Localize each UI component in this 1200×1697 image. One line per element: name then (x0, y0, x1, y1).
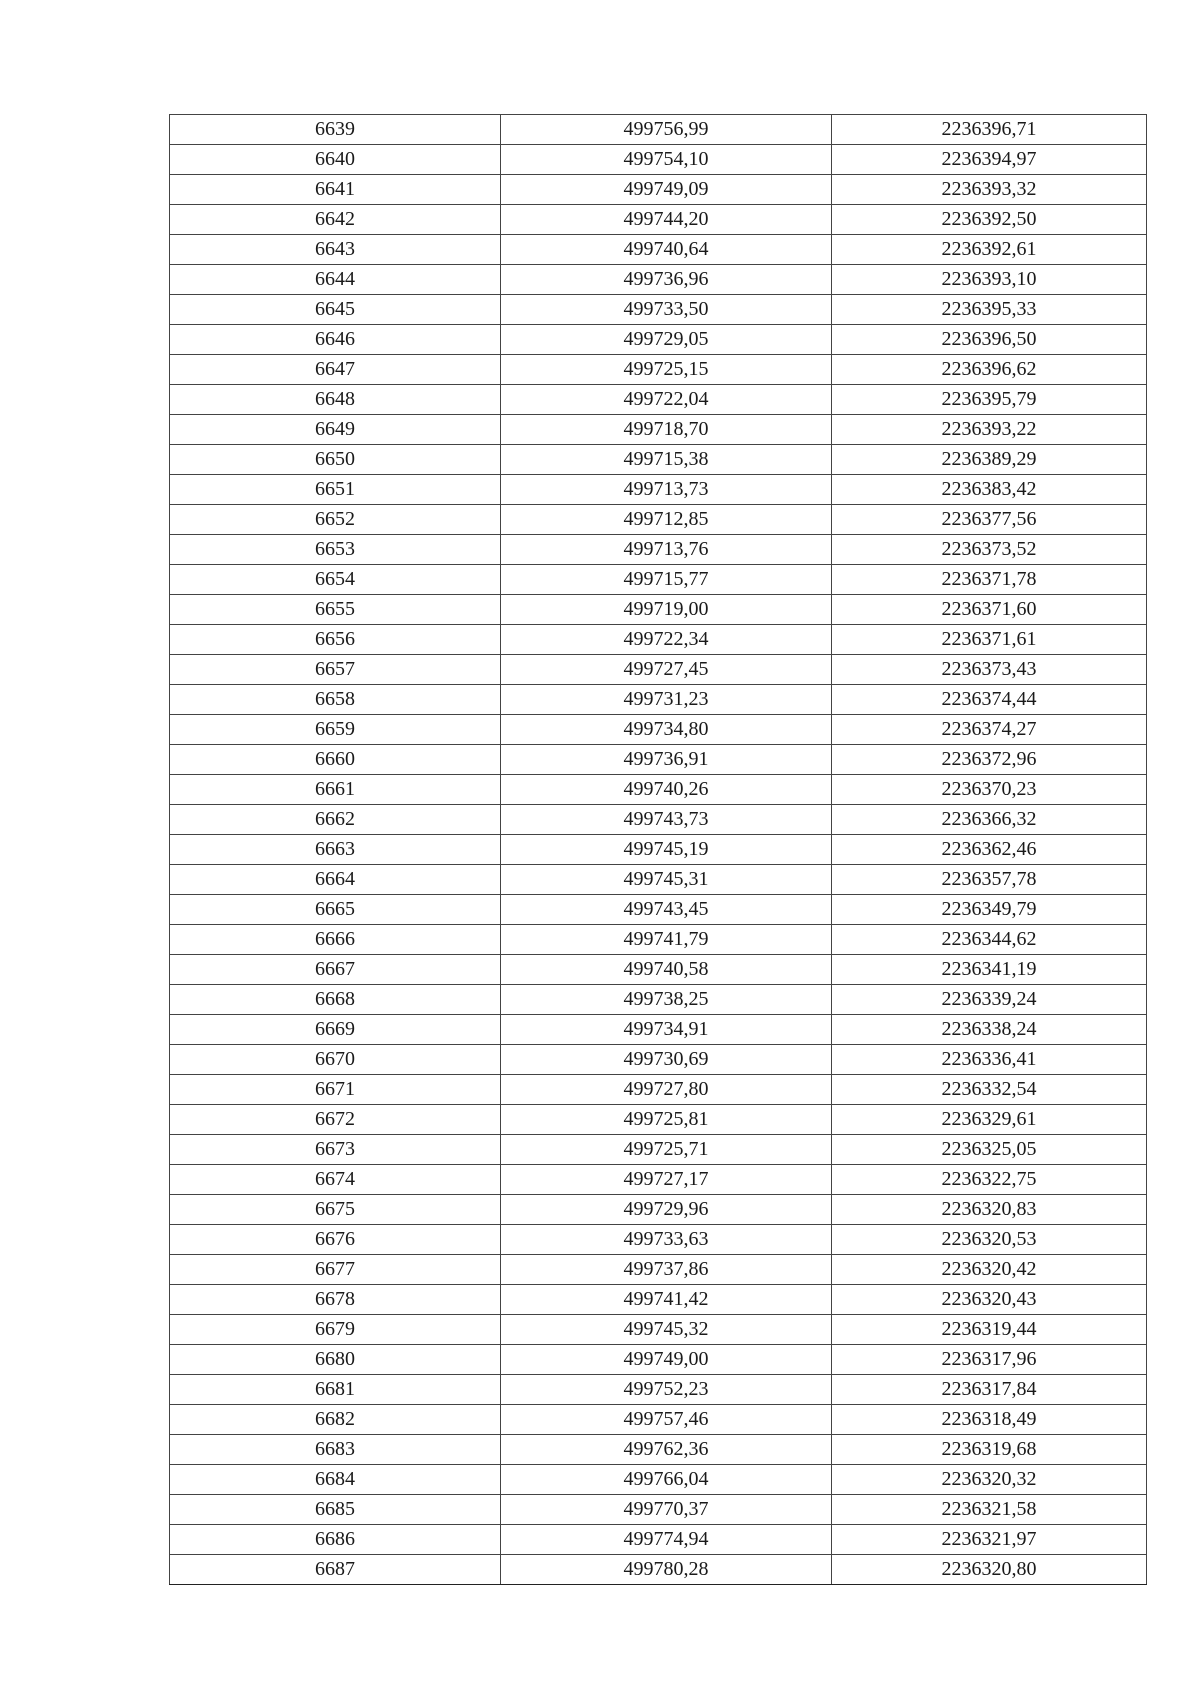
y-coordinate-cell: 2236344,62 (832, 925, 1147, 955)
point-number-cell: 6656 (170, 625, 501, 655)
point-number-cell: 6655 (170, 595, 501, 625)
table-row (170, 385, 1147, 415)
x-coordinate-cell: 499725,81 (501, 1105, 832, 1135)
table-row (170, 265, 1147, 295)
table-row (170, 865, 1147, 895)
y-coordinate-cell: 2236396,71 (832, 115, 1147, 145)
y-coordinate-cell: 2236371,78 (832, 565, 1147, 595)
x-coordinate-cell: 499713,76 (501, 535, 832, 565)
y-coordinate-cell: 2236362,46 (832, 835, 1147, 865)
y-coordinate-cell: 2236336,41 (832, 1045, 1147, 1075)
table-row (170, 505, 1147, 535)
x-coordinate-cell: 499729,96 (501, 1195, 832, 1225)
x-coordinate-cell: 499729,05 (501, 325, 832, 355)
table-row (170, 655, 1147, 685)
table-row (170, 325, 1147, 355)
table-row (170, 445, 1147, 475)
table-row (170, 1225, 1147, 1255)
table-row (170, 1495, 1147, 1525)
y-coordinate-cell: 2236321,97 (832, 1525, 1147, 1555)
table-row (170, 1135, 1147, 1165)
y-coordinate-cell: 2236371,60 (832, 595, 1147, 625)
table-row (170, 1375, 1147, 1405)
coordinates-table-body (170, 115, 1147, 1585)
point-number-cell: 6672 (170, 1105, 501, 1135)
x-coordinate-cell: 499725,15 (501, 355, 832, 385)
x-coordinate-cell: 499733,50 (501, 295, 832, 325)
point-number-cell: 6650 (170, 445, 501, 475)
table-row (170, 745, 1147, 775)
x-coordinate-cell: 499756,99 (501, 115, 832, 145)
table-row (170, 175, 1147, 205)
point-number-cell: 6671 (170, 1075, 501, 1105)
point-number-cell: 6686 (170, 1525, 501, 1555)
x-coordinate-cell: 499740,26 (501, 775, 832, 805)
x-coordinate-cell: 499718,70 (501, 415, 832, 445)
table-row (170, 235, 1147, 265)
x-coordinate-cell: 499770,37 (501, 1495, 832, 1525)
y-coordinate-cell: 2236317,84 (832, 1375, 1147, 1405)
y-coordinate-cell: 2236320,42 (832, 1255, 1147, 1285)
x-coordinate-cell: 499727,45 (501, 655, 832, 685)
y-coordinate-cell: 2236395,79 (832, 385, 1147, 415)
y-coordinate-cell: 2236341,19 (832, 955, 1147, 985)
point-number-cell: 6654 (170, 565, 501, 595)
point-number-cell: 6677 (170, 1255, 501, 1285)
y-coordinate-cell: 2236321,58 (832, 1495, 1147, 1525)
point-number-cell: 6662 (170, 805, 501, 835)
point-number-cell: 6678 (170, 1285, 501, 1315)
y-coordinate-cell: 2236373,52 (832, 535, 1147, 565)
y-coordinate-cell: 2236320,83 (832, 1195, 1147, 1225)
table-row (170, 1045, 1147, 1075)
point-number-cell: 6685 (170, 1495, 501, 1525)
table-row (170, 805, 1147, 835)
table-row (170, 1345, 1147, 1375)
table-row (170, 565, 1147, 595)
point-number-cell: 6665 (170, 895, 501, 925)
y-coordinate-cell: 2236396,50 (832, 325, 1147, 355)
x-coordinate-cell: 499749,00 (501, 1345, 832, 1375)
y-coordinate-cell: 2236393,32 (832, 175, 1147, 205)
table-row (170, 775, 1147, 805)
x-coordinate-cell: 499762,36 (501, 1435, 832, 1465)
y-coordinate-cell: 2236393,10 (832, 265, 1147, 295)
x-coordinate-cell: 499727,17 (501, 1165, 832, 1195)
table-row (170, 625, 1147, 655)
y-coordinate-cell: 2236318,49 (832, 1405, 1147, 1435)
table-row (170, 715, 1147, 745)
point-number-cell: 6663 (170, 835, 501, 865)
table-row (170, 475, 1147, 505)
x-coordinate-cell: 499713,73 (501, 475, 832, 505)
y-coordinate-cell: 2236319,68 (832, 1435, 1147, 1465)
x-coordinate-cell: 499722,34 (501, 625, 832, 655)
x-coordinate-cell: 499766,04 (501, 1465, 832, 1495)
x-coordinate-cell: 499733,63 (501, 1225, 832, 1255)
x-coordinate-cell: 499752,23 (501, 1375, 832, 1405)
point-number-cell: 6648 (170, 385, 501, 415)
x-coordinate-cell: 499740,58 (501, 955, 832, 985)
y-coordinate-cell: 2236373,43 (832, 655, 1147, 685)
point-number-cell: 6657 (170, 655, 501, 685)
point-number-cell: 6673 (170, 1135, 501, 1165)
point-number-cell: 6658 (170, 685, 501, 715)
y-coordinate-cell: 2236377,56 (832, 505, 1147, 535)
table-row (170, 1525, 1147, 1555)
y-coordinate-cell: 2236392,50 (832, 205, 1147, 235)
y-coordinate-cell: 2236374,44 (832, 685, 1147, 715)
point-number-cell: 6664 (170, 865, 501, 895)
point-number-cell: 6679 (170, 1315, 501, 1345)
x-coordinate-cell: 499734,91 (501, 1015, 832, 1045)
y-coordinate-cell: 2236372,96 (832, 745, 1147, 775)
point-number-cell: 6644 (170, 265, 501, 295)
y-coordinate-cell: 2236325,05 (832, 1135, 1147, 1165)
y-coordinate-cell: 2236349,79 (832, 895, 1147, 925)
table-row (170, 1195, 1147, 1225)
table-row (170, 985, 1147, 1015)
x-coordinate-cell: 499715,77 (501, 565, 832, 595)
x-coordinate-cell: 499780,28 (501, 1555, 832, 1585)
coordinates-table (169, 114, 1147, 1585)
y-coordinate-cell: 2236383,42 (832, 475, 1147, 505)
x-coordinate-cell: 499749,09 (501, 175, 832, 205)
point-number-cell: 6649 (170, 415, 501, 445)
y-coordinate-cell: 2236317,96 (832, 1345, 1147, 1375)
point-number-cell: 6652 (170, 505, 501, 535)
y-coordinate-cell: 2236374,27 (832, 715, 1147, 745)
x-coordinate-cell: 499731,23 (501, 685, 832, 715)
point-number-cell: 6660 (170, 745, 501, 775)
point-number-cell: 6651 (170, 475, 501, 505)
table-row (170, 1405, 1147, 1435)
table-row (170, 895, 1147, 925)
point-number-cell: 6643 (170, 235, 501, 265)
x-coordinate-cell: 499754,10 (501, 145, 832, 175)
table-row (170, 115, 1147, 145)
table-row (170, 1435, 1147, 1465)
y-coordinate-cell: 2236392,61 (832, 235, 1147, 265)
x-coordinate-cell: 499744,20 (501, 205, 832, 235)
y-coordinate-cell: 2236320,32 (832, 1465, 1147, 1495)
table-row (170, 1465, 1147, 1495)
x-coordinate-cell: 499743,73 (501, 805, 832, 835)
point-number-cell: 6682 (170, 1405, 501, 1435)
y-coordinate-cell: 2236396,62 (832, 355, 1147, 385)
point-number-cell: 6653 (170, 535, 501, 565)
point-number-cell: 6674 (170, 1165, 501, 1195)
x-coordinate-cell: 499736,96 (501, 265, 832, 295)
point-number-cell: 6681 (170, 1375, 501, 1405)
x-coordinate-cell: 499741,79 (501, 925, 832, 955)
table-row (170, 1075, 1147, 1105)
point-number-cell: 6669 (170, 1015, 501, 1045)
x-coordinate-cell: 499745,31 (501, 865, 832, 895)
table-row (170, 955, 1147, 985)
y-coordinate-cell: 2236320,43 (832, 1285, 1147, 1315)
point-number-cell: 6676 (170, 1225, 501, 1255)
point-number-cell: 6659 (170, 715, 501, 745)
point-number-cell: 6641 (170, 175, 501, 205)
point-number-cell: 6684 (170, 1465, 501, 1495)
point-number-cell: 6675 (170, 1195, 501, 1225)
point-number-cell: 6666 (170, 925, 501, 955)
point-number-cell: 6687 (170, 1555, 501, 1585)
x-coordinate-cell: 499757,46 (501, 1405, 832, 1435)
y-coordinate-cell: 2236395,33 (832, 295, 1147, 325)
point-number-cell: 6647 (170, 355, 501, 385)
table-row (170, 355, 1147, 385)
table-row (170, 1285, 1147, 1315)
table-row (170, 145, 1147, 175)
x-coordinate-cell: 499722,04 (501, 385, 832, 415)
table-row (170, 415, 1147, 445)
y-coordinate-cell: 2236332,54 (832, 1075, 1147, 1105)
point-number-cell: 6667 (170, 955, 501, 985)
table-row (170, 1105, 1147, 1135)
point-number-cell: 6683 (170, 1435, 501, 1465)
y-coordinate-cell: 2236357,78 (832, 865, 1147, 895)
x-coordinate-cell: 499774,94 (501, 1525, 832, 1555)
x-coordinate-cell: 499743,45 (501, 895, 832, 925)
x-coordinate-cell: 499738,25 (501, 985, 832, 1015)
point-number-cell: 6670 (170, 1045, 501, 1075)
x-coordinate-cell: 499725,71 (501, 1135, 832, 1165)
table-row (170, 1255, 1147, 1285)
point-number-cell: 6645 (170, 295, 501, 325)
table-row (170, 685, 1147, 715)
x-coordinate-cell: 499737,86 (501, 1255, 832, 1285)
x-coordinate-cell: 499719,00 (501, 595, 832, 625)
x-coordinate-cell: 499715,38 (501, 445, 832, 475)
y-coordinate-cell: 2236320,80 (832, 1555, 1147, 1585)
y-coordinate-cell: 2236322,75 (832, 1165, 1147, 1195)
x-coordinate-cell: 499734,80 (501, 715, 832, 745)
y-coordinate-cell: 2236320,53 (832, 1225, 1147, 1255)
x-coordinate-cell: 499740,64 (501, 235, 832, 265)
table-row (170, 925, 1147, 955)
y-coordinate-cell: 2236393,22 (832, 415, 1147, 445)
point-number-cell: 6680 (170, 1345, 501, 1375)
point-number-cell: 6640 (170, 145, 501, 175)
y-coordinate-cell: 2236319,44 (832, 1315, 1147, 1345)
y-coordinate-cell: 2236394,97 (832, 145, 1147, 175)
point-number-cell: 6639 (170, 115, 501, 145)
table-row (170, 1555, 1147, 1585)
table-row (170, 295, 1147, 325)
y-coordinate-cell: 2236338,24 (832, 1015, 1147, 1045)
point-number-cell: 6661 (170, 775, 501, 805)
x-coordinate-cell: 499745,32 (501, 1315, 832, 1345)
y-coordinate-cell: 2236366,32 (832, 805, 1147, 835)
table-row (170, 1015, 1147, 1045)
x-coordinate-cell: 499730,69 (501, 1045, 832, 1075)
table-row (170, 1165, 1147, 1195)
table-row (170, 1315, 1147, 1345)
y-coordinate-cell: 2236370,23 (832, 775, 1147, 805)
x-coordinate-cell: 499712,85 (501, 505, 832, 535)
table-row (170, 535, 1147, 565)
point-number-cell: 6668 (170, 985, 501, 1015)
point-number-cell: 6646 (170, 325, 501, 355)
y-coordinate-cell: 2236329,61 (832, 1105, 1147, 1135)
y-coordinate-cell: 2236389,29 (832, 445, 1147, 475)
y-coordinate-cell: 2236339,24 (832, 985, 1147, 1015)
table-row (170, 835, 1147, 865)
y-coordinate-cell: 2236371,61 (832, 625, 1147, 655)
point-number-cell: 6642 (170, 205, 501, 235)
table-row (170, 595, 1147, 625)
table-row (170, 205, 1147, 235)
x-coordinate-cell: 499745,19 (501, 835, 832, 865)
x-coordinate-cell: 499741,42 (501, 1285, 832, 1315)
x-coordinate-cell: 499736,91 (501, 745, 832, 775)
x-coordinate-cell: 499727,80 (501, 1075, 832, 1105)
